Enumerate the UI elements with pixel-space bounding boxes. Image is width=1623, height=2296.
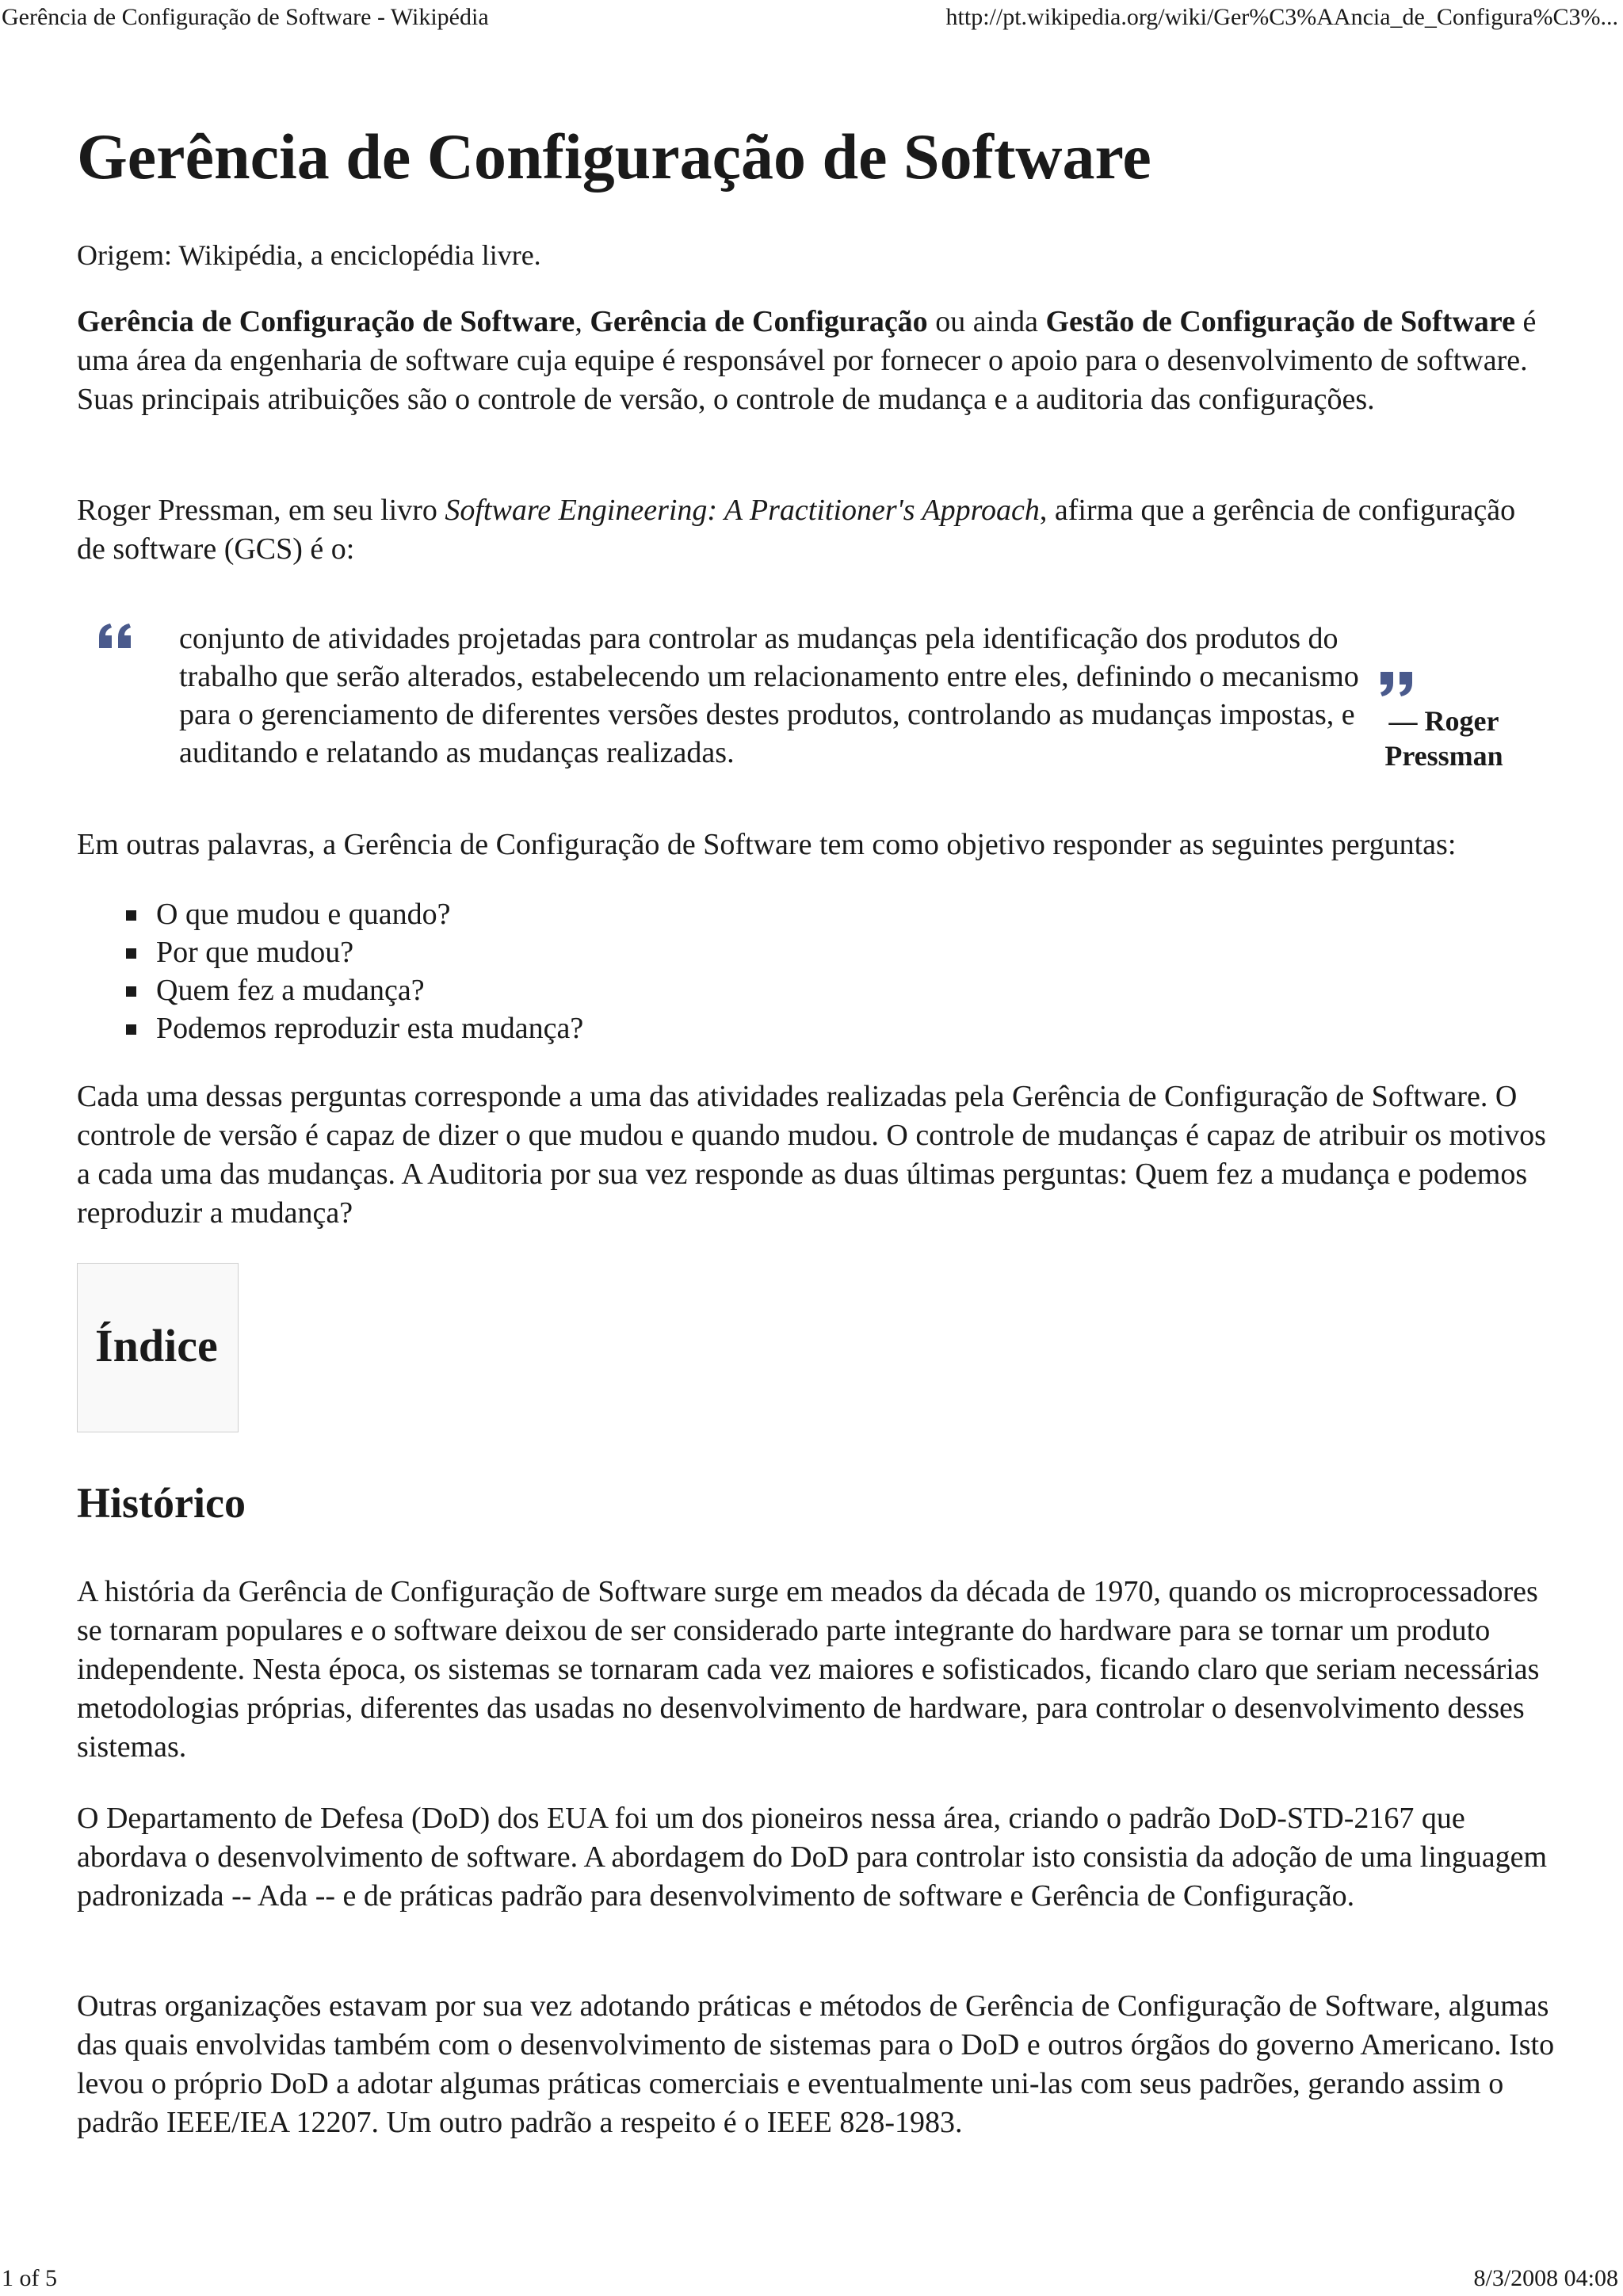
close-quote-icon bbox=[1377, 669, 1419, 699]
activities-paragraph: Cada uma dessas perguntas corresponde a uma das atividades realizadas pela Gerência de Configuração de Software. O controle de versão é capaz de dizer o que mudou e quando mudou. O controle de mudanças é capaz de atribuir os motivos a cada uma das mudanças. A Auditoria por sua vez responde as duas últimas perguntas: Quem fez a mudança e podemos reproduzir a mudança? bbox=[77, 1080, 1546, 1230]
header-page-title: Gerência de Configuração de Software - Wikipédia bbox=[2, 4, 489, 30]
term-gcs: Gerência de Configuração de Software bbox=[77, 305, 575, 338]
page-counter: 1 of 5 bbox=[2, 2265, 57, 2291]
article-origin: Origem: Wikipédia, a enciclopédia livre. bbox=[77, 239, 541, 271]
pressman-after: , afirma que a gerência de configuração de software (GCS) é o: bbox=[77, 494, 1516, 566]
list-item bbox=[77, 895, 583, 933]
bullet-icon bbox=[126, 948, 136, 959]
list-item bbox=[77, 971, 583, 1009]
book-title: Software Engineering: A Practitioner's Approach bbox=[445, 494, 1040, 527]
blockquote bbox=[77, 620, 1551, 778]
term-gestao: Gestão de Configuração de Software bbox=[1045, 305, 1515, 338]
quote-text: conjunto de atividades projetadas para controlar as mudanças pela identificação dos produtos do trabalho que serão alterados, estabelecendo um relacionamento entre eles, definindo o mecanismo para o gerenciamento de diferentes versões destes produtos, controlando as mudanças impostas, e auditando e relatando as mudanças realizadas. bbox=[179, 622, 1359, 769]
intro-sep2: ou ainda bbox=[927, 305, 1046, 338]
history-paragraph: O Departamento de Defesa (DoD) dos EUA foi um dos pioneiros nessa área, criando o padrão DoD-STD-2167 que abordava o desenvolvimento de software. A abordagem do DoD para controlar isto consistia da adoção de uma linguagem padronizada -- Ada -- e de práticas padrão para desenvolvimento de software e Gerência de Configuração. bbox=[77, 1802, 1548, 1913]
quote-author: — Roger Pressman bbox=[1384, 705, 1503, 772]
question-text: O que mudou e quando? bbox=[156, 898, 451, 931]
bullet-icon bbox=[126, 910, 136, 921]
questions-intro: Em outras palavras, a Gerência de Configuração de Software tem como objetivo responder as seguintes perguntas: bbox=[77, 828, 1457, 861]
list-item bbox=[77, 933, 583, 971]
history-paragraph: Outras organizações estavam por sua vez adotando práticas e métodos de Gerência de Configuração de Software, algumas das quais envolvidas também com o desenvolvimento de sistemas para o DoD e outros órgãos do governo Americano. Isto levou o próprio DoD a adotar algumas práticas comerciais e eventualmente uni-las com seus padrões, gerando assim o padrão IEEE/IEA 12207. Um outro padrão a respeito é o IEEE 828-1983. bbox=[77, 1989, 1555, 2139]
intro-sep1: , bbox=[575, 305, 590, 338]
list-item bbox=[77, 1009, 583, 1047]
header-url: http://pt.wikipedia.org/wiki/Ger%C3%AAncia_de_Configura%C3%... bbox=[945, 4, 1618, 30]
questions-list bbox=[77, 895, 583, 1047]
question-text: Quem fez a mudança? bbox=[156, 974, 425, 1007]
table-of-contents[interactable] bbox=[77, 1263, 239, 1432]
toc-title: Índice bbox=[95, 1320, 218, 1371]
term-gc: Gerência de Configuração bbox=[590, 305, 928, 338]
history-paragraph: A história da Gerência de Configuração de Software surge em meados da década de 1970, quando os microprocessadores se tornaram populares e o software deixou de ser considerado parte integrante do hardware para se tornar um produto independente. Nesta época, os sistemas se tornaram cada vez maiores e sofisticados, ficando claro que seriam necessárias metodologias próprias, diferentes das usadas no desenvolvimento de hardware, para controlar o desenvolvimento desses sistemas. bbox=[77, 1575, 1540, 1764]
intro-rest: é uma área da engenharia de software cuja equipe é responsável por fornecer o apoio para o desenvolvimento de software. Suas principais atribuições são o controle de versão, o controle de mudança e a auditoria das configurações. bbox=[77, 305, 1537, 416]
open-quote-icon bbox=[96, 621, 137, 651]
print-datetime: 8/3/2008 04:08 bbox=[1473, 2265, 1618, 2291]
print-footer bbox=[0, 2263, 1623, 2294]
bullet-icon bbox=[126, 986, 136, 997]
question-text: Podemos reproduzir esta mudança? bbox=[156, 1012, 584, 1045]
section-heading-historico: Histórico bbox=[77, 1479, 246, 1527]
article-title: Gerência de Configuração de Software bbox=[77, 120, 1151, 193]
print-header bbox=[0, 0, 1623, 35]
pressman-paragraph bbox=[77, 491, 1551, 569]
pressman-before: Roger Pressman, em seu livro bbox=[77, 494, 445, 527]
question-text: Por que mudou? bbox=[156, 936, 354, 969]
intro-paragraph bbox=[77, 303, 1551, 419]
bullet-icon bbox=[126, 1024, 136, 1035]
